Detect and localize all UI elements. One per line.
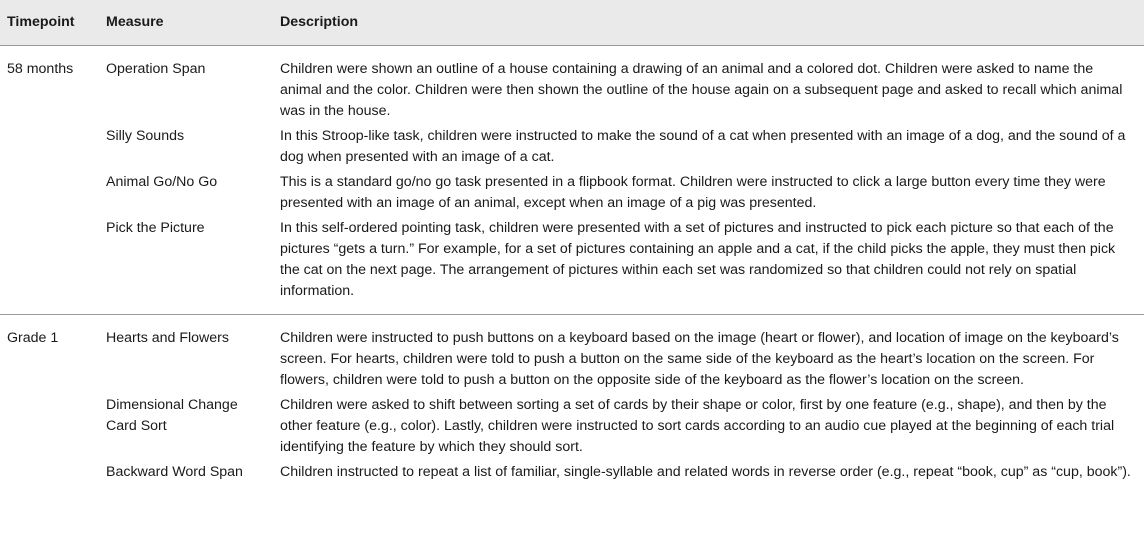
- measure-cell: Operation Span: [106, 61, 206, 77]
- timepoint-cell: [0, 391, 106, 458]
- table-row: [0, 315, 1144, 392]
- description-cell: This is a standard go/no go task presented in a flipbook format. Children were instructed to click a large button every time they were presented with an image of an animal, except when an image of a pig was presented.: [280, 174, 1106, 211]
- table-row: [0, 214, 1144, 315]
- timepoint-cell: [0, 168, 106, 214]
- table-row: [0, 122, 1144, 168]
- description-cell: Children were shown an outline of a house containing a drawing of an animal and a colored dot. Children were asked to name the animal and the color. Children were then shown the outline of the house again on a subsequent page and asked to recall which animal was in the house.: [280, 61, 1123, 119]
- measure-cell: Pick the Picture: [106, 214, 280, 315]
- measure-cell: Backward Word Span: [106, 464, 243, 480]
- header-row: [0, 0, 1144, 46]
- timepoint-cell: 58 months: [7, 61, 74, 77]
- table-body: [0, 46, 1144, 492]
- table-row: [0, 391, 1144, 458]
- table-row: [0, 168, 1144, 214]
- timepoint-cell: [0, 458, 106, 491]
- header-timepoint: Timepoint: [0, 0, 106, 46]
- header-measure: Measure: [106, 0, 280, 46]
- timepoint-cell: [0, 122, 106, 168]
- header-description: Description: [280, 0, 1144, 46]
- description-cell: In this Stroop-like task, children were instructed to make the sound of a cat when presented with an image of a dog, and the sound of a dog when presented with an image of a cat.: [280, 128, 1126, 165]
- description-cell: Children instructed to repeat a list of familiar, single-syllable and related words in reverse order (e.g., repeat “book, cup” as “cup, book”).: [280, 464, 1131, 480]
- timepoint-cell: [0, 214, 106, 315]
- measure-cell: Hearts and Flowers: [106, 330, 230, 346]
- table-header: [0, 0, 1144, 46]
- description-cell: Children were instructed to push buttons on a keyboard based on the image (heart or flower), and location of image on the keyboard’s screen. For hearts, children were told to push a button on the same side of the keyboard as the heart’s location on the screen. For flowers, children were told to push a button on the opposite side of the keyboard as the flower’s location on the screen.: [280, 330, 1119, 388]
- measure-cell: Dimensional Change Card Sort: [106, 397, 238, 434]
- timepoint-cell: Grade 1: [7, 330, 59, 346]
- table-row: [0, 46, 1144, 123]
- table-row: [0, 458, 1144, 491]
- description-cell: Children were asked to shift between sorting a set of cards by their shape or color, first by one feature (e.g., shape), and then by the other feature (e.g., color). Lastly, children were instructed to sort cards according to an audio cue played at the beginning of each trial identifying the feature by which they should sort.: [280, 397, 1115, 455]
- measure-cell: Animal Go/No Go: [106, 174, 218, 190]
- description-cell: In this self-ordered pointing task, children were presented with a set of pictures and instructed to pick each picture so that each of the pictures “gets a turn.” For example, for a set of pictures containing an apple and a cat, if the child picks the apple, they must then pick the cat on the next page. The arrangement of pictures within each set was randomized so that children could not rely on spatial information.: [280, 214, 1144, 315]
- measure-cell: Silly Sounds: [106, 128, 185, 144]
